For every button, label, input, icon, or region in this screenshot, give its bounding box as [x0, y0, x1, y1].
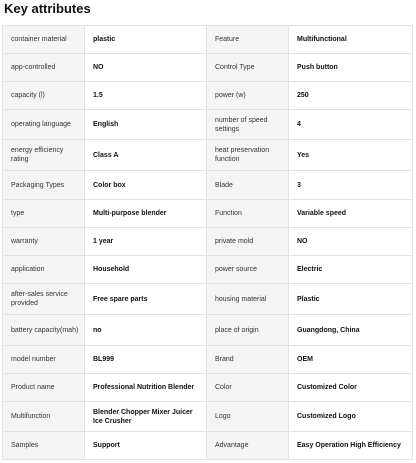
attribute-value-cell: plastic — [85, 26, 207, 54]
attribute-value-cell: OEM — [289, 346, 413, 374]
attribute-name-cell: model number — [3, 346, 85, 374]
table-row — [3, 140, 413, 171]
table-row — [3, 228, 413, 256]
table-row — [3, 54, 413, 82]
attribute-value-cell: Customized Logo — [289, 402, 413, 432]
attribute-value-cell: Yes — [289, 140, 413, 171]
table-row — [3, 82, 413, 110]
attribute-value-cell: NO — [85, 54, 207, 82]
attribute-value-cell: English — [85, 110, 207, 140]
attribute-value-cell: Professional Nutrition Blender — [85, 374, 207, 402]
attribute-name-cell: after-sales service provided — [3, 284, 85, 315]
attribute-name-cell: power source — [207, 256, 289, 284]
attribute-name-cell: Blade — [207, 171, 289, 200]
attribute-name-cell: Multifunction — [3, 402, 85, 432]
attribute-value-cell: 3 — [289, 171, 413, 200]
attribute-name-cell: warranty — [3, 228, 85, 256]
table-row — [3, 171, 413, 200]
attribute-value-cell: Easy Operation High Efficiency — [289, 432, 413, 460]
attribute-name-cell: operating language — [3, 110, 85, 140]
attribute-name-cell: type — [3, 200, 85, 228]
attribute-name-cell: app-controlled — [3, 54, 85, 82]
attribute-value-cell: Free spare parts — [85, 284, 207, 315]
table-row — [3, 256, 413, 284]
attribute-value-cell: no — [85, 315, 207, 346]
attribute-value-cell: BL999 — [85, 346, 207, 374]
attributes-table — [2, 25, 413, 460]
table-row — [3, 110, 413, 140]
attribute-name-cell: Product name — [3, 374, 85, 402]
attribute-value-cell: Customized Color — [289, 374, 413, 402]
table-row — [3, 402, 413, 432]
table-row — [3, 315, 413, 346]
attribute-name-cell: Function — [207, 200, 289, 228]
attribute-name-cell: Packaging Types — [3, 171, 85, 200]
attribute-name-cell: private mold — [207, 228, 289, 256]
attribute-value-cell: NO — [289, 228, 413, 256]
attribute-name-cell: power (w) — [207, 82, 289, 110]
section-title: Key attributes — [4, 1, 91, 16]
attribute-value-cell: Color box — [85, 171, 207, 200]
attribute-value-cell: Variable speed — [289, 200, 413, 228]
table-row — [3, 346, 413, 374]
attribute-value-cell: 1.5 — [85, 82, 207, 110]
table-row — [3, 284, 413, 315]
attribute-value-cell: Push button — [289, 54, 413, 82]
attribute-name-cell: capacity (l) — [3, 82, 85, 110]
attribute-value-cell: 4 — [289, 110, 413, 140]
attribute-value-cell: Guangdong, China — [289, 315, 413, 346]
attribute-name-cell: application — [3, 256, 85, 284]
attribute-value-cell: Plastic — [289, 284, 413, 315]
attribute-name-cell: container material — [3, 26, 85, 54]
table-row — [3, 432, 413, 460]
table-row — [3, 200, 413, 228]
attribute-name-cell: Samples — [3, 432, 85, 460]
attribute-value-cell: Support — [85, 432, 207, 460]
attribute-name-cell: Advantage — [207, 432, 289, 460]
attribute-name-cell: Color — [207, 374, 289, 402]
attribute-value-cell: Multi-purpose blender — [85, 200, 207, 228]
attribute-value-cell: Household — [85, 256, 207, 284]
table-row — [3, 26, 413, 54]
attribute-value-cell: 250 — [289, 82, 413, 110]
attribute-value-cell: Blender Chopper Mixer Juicer Ice Crusher — [85, 402, 207, 432]
attribute-name-cell: place of origin — [207, 315, 289, 346]
attribute-value-cell: Class A — [85, 140, 207, 171]
attribute-name-cell: heat preservation function — [207, 140, 289, 171]
table-row — [3, 374, 413, 402]
attribute-value-cell: 1 year — [85, 228, 207, 256]
attributes-table-body — [3, 26, 413, 460]
attribute-name-cell: housing material — [207, 284, 289, 315]
attribute-name-cell: Control Type — [207, 54, 289, 82]
attribute-name-cell: Feature — [207, 26, 289, 54]
attribute-value-cell: Multifunctional — [289, 26, 413, 54]
attribute-name-cell: number of speed settings — [207, 110, 289, 140]
attribute-name-cell: Brand — [207, 346, 289, 374]
attribute-name-cell: energy efficiency rating — [3, 140, 85, 171]
attribute-name-cell: Logo — [207, 402, 289, 432]
attribute-value-cell: Electric — [289, 256, 413, 284]
attribute-name-cell: battery capacity(mah) — [3, 315, 85, 346]
